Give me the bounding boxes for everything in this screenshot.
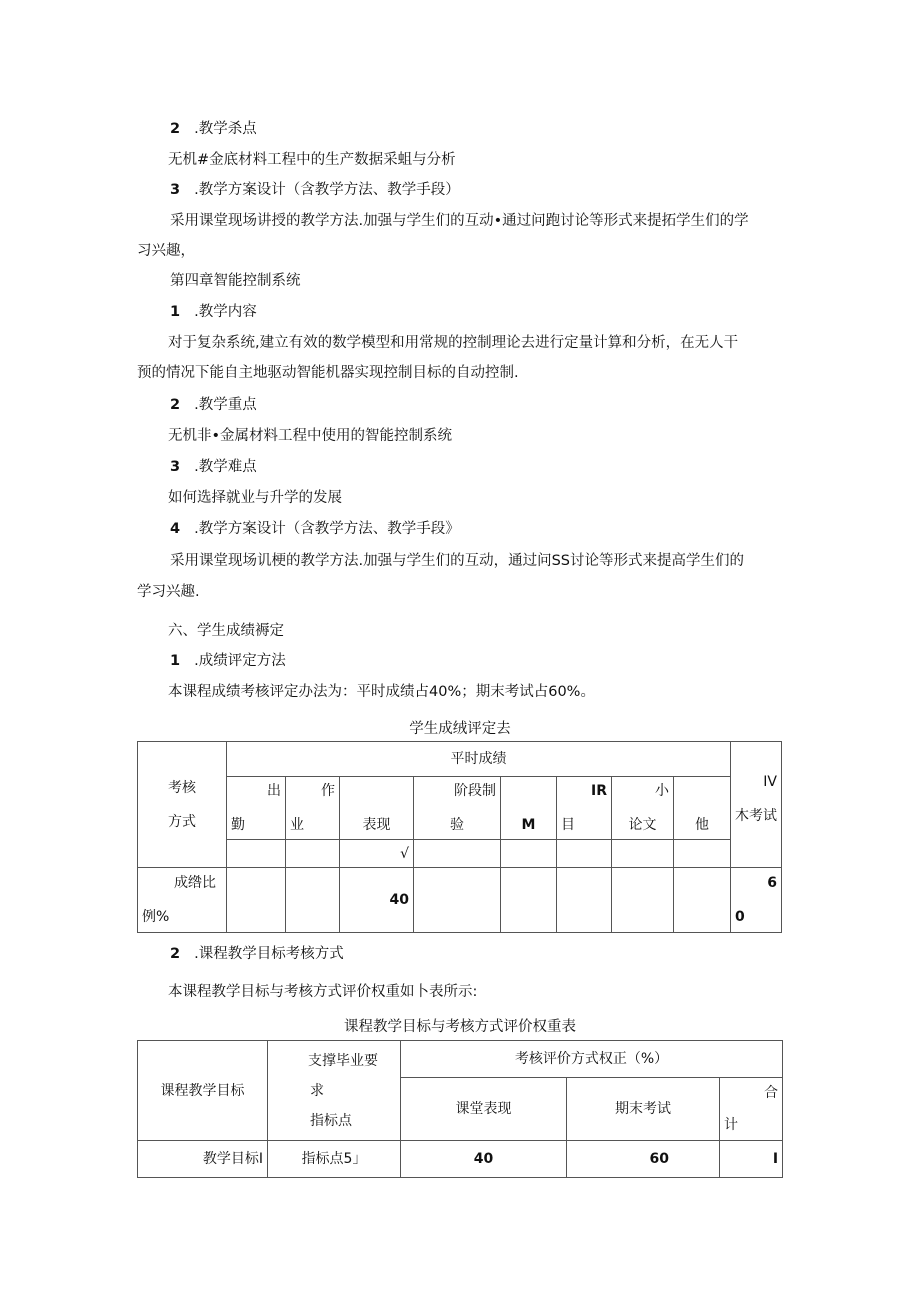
point-cell: 指标点5」 [268,1141,401,1178]
cell [501,840,557,868]
paragraph: 本课程教学目标与考核方式评价权重如卜表所示: [168,984,478,1000]
item-number: 4 [170,521,181,537]
col-header [674,777,731,840]
paragraph: 习兴趣， [137,243,195,259]
cell-text: 指标点 [310,1112,352,1129]
paragraph: 对于复杂系统,建立有效的数学模型和用常规的控制理论去进行定量计算和分析，在无人干 [168,335,739,351]
header-class-performance: 课堂表现 [401,1078,567,1141]
cell-text: 例% [142,909,170,925]
cell-text: 论文 [628,817,657,833]
header-weight-group: 考核评价方式权正（%） [401,1041,783,1078]
col-header [612,777,674,840]
paragraph: 无机#金底材料工程中的生产数据采蛆与分析 [168,152,456,168]
heading-goal-assessment [170,944,344,964]
cell [612,840,674,868]
heading-teaching-difficulty [170,119,257,139]
cell-text: 业 [290,817,304,833]
cell [501,868,557,933]
heading-teaching-design [170,180,460,200]
cell-text: 阶段制 [454,783,496,799]
cell-text [344,781,409,801]
paragraph: 学习兴趣. [137,584,200,600]
item-number: 1 [170,304,181,320]
col-header-final [731,742,782,868]
col-header [414,777,501,840]
cell-text: 验 [450,817,464,833]
header-final-exam: 期末考试 [567,1078,720,1141]
goal-cell: 教学目标I [138,1141,268,1178]
item-number: 2 [170,397,181,413]
row-header-ratio [138,868,227,933]
cell [414,840,501,868]
item-text: .教学方案设计（含教学方法、教学手段） [194,182,460,198]
col-header [501,777,557,840]
cell-text: 合 [764,1085,779,1101]
item-text: .成绩评定方法 [194,653,286,669]
item-number: 3 [170,459,181,475]
cell [557,840,612,868]
item-number: 2 [170,946,181,962]
paragraph: 如何选择就业与升学的发展 [168,490,342,506]
header-support [268,1041,401,1141]
item-number: 3 [170,182,181,198]
cell-text: M [521,817,536,833]
heading-grading-method [170,651,286,671]
cell-text: 目 [561,817,575,833]
paragraph: 无机非•金属材料工程中使用的智能控制系统 [168,428,453,444]
paragraph: 预的情况下能自主地驱动智能机器实现控制目标的自动控制. [137,365,519,381]
paragraph: 本课程成绩考核评定办法为：平时成绩占40%；期末考试占60%。 [168,684,595,700]
weight-table [137,1040,783,1178]
cell-text: 方式 [168,813,196,830]
cell-text: IR [591,783,607,799]
check-mark: √ [340,840,414,868]
cell-text: 成绺比 [174,875,216,891]
paragraph: 采用课堂现场讲授的教学方法.加强与学生们的互动•通过问跑讨论等形式来提拓学生们的学 [170,213,749,229]
heading-teaching-focus [170,395,257,415]
value-final [731,868,782,933]
cell-text: 表现 [362,817,391,833]
item-number: 2 [170,121,181,137]
cell [557,868,612,933]
cell-text: 他 [695,817,709,833]
cell-text: IV [763,774,777,790]
row-header-method [138,742,227,868]
total-value: I [720,1141,783,1178]
group-header-regular: 平时成绩 [227,742,731,777]
cell-text [505,781,552,801]
cell-text: 0 [735,909,745,925]
cell [286,840,340,868]
cell [674,840,731,868]
grading-table [137,741,782,933]
item-number: 1 [170,653,181,669]
chapter-title: 第四章智能控制系统 [170,273,301,289]
item-text: .教学杀点 [194,121,257,137]
item-text: .教学方案设计（含教学方法、教学手段》 [194,521,460,537]
cell-text: 木考试 [735,808,777,824]
heading-teaching-design-2 [170,519,460,539]
cell-text: 出 [267,783,281,799]
table1-caption: 学生成绒评定去 [409,721,511,737]
header-total [720,1078,783,1141]
cell-text: 计 [724,1117,738,1133]
header-goal: 课程教学目标 [138,1041,268,1141]
item-text: .课程教学目标考核方式 [194,946,344,962]
cell [227,868,286,933]
item-text: .教学内容 [194,304,257,320]
final-value: 60 [567,1141,720,1178]
col-header [340,777,414,840]
cell-text: 支撑毕业要 [308,1052,378,1069]
cell-text: 求 [310,1082,324,1099]
heading-teaching-content [170,302,257,322]
col-header [557,777,612,840]
item-text: .教学重点 [194,397,257,413]
class-value: 40 [401,1141,567,1178]
cell-text: 小 [655,783,669,799]
cell [674,868,731,933]
table2-caption: 课程教学目标与考核方式评价权重表 [344,1019,576,1035]
col-header [227,777,286,840]
cell [286,868,340,933]
cell [227,840,286,868]
cell-text [678,781,726,801]
section-title: 六、学生成绩褥定 [168,623,284,639]
cell [612,868,674,933]
item-text: .教学难点 [194,459,257,475]
cell-text: 勤 [231,817,245,833]
cell [414,868,501,933]
cell-text: 作 [321,783,335,799]
col-header [286,777,340,840]
paragraph: 采用课堂现场讥梗的教学方法.加强与学生们的互动，通过问SS讨论等形式来提高学生们的 [170,553,745,569]
value-performance: 40 [340,868,414,933]
cell-text: 考核 [168,779,196,796]
heading-teaching-difficulty-2 [170,457,257,477]
cell-text: 6 [767,875,777,891]
